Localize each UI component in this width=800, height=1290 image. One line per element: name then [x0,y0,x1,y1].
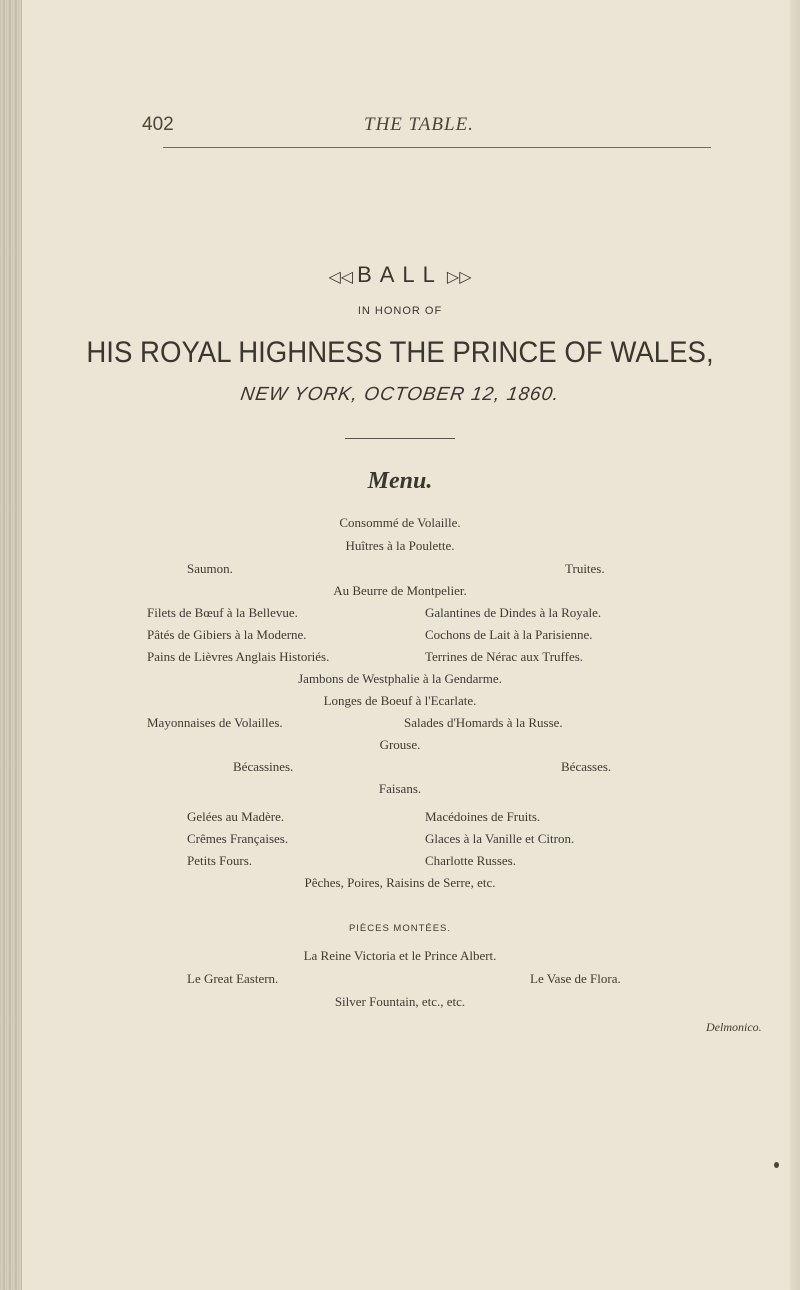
menu-grouse: Grouse. [379,737,421,752]
in-honor-of: IN HONOR OF [357,305,443,317]
menu-saumon: Saumon. [187,561,233,576]
place-date: NEW YORK, OCTOBER 12, 1860. [239,384,561,405]
menu-filets: Filets de Bœuf à la Bellevue. [147,605,298,620]
menu-galantines: Galantines de Dindes à la Royale. [425,605,602,620]
menu-jambons: Jambons de Westphalie à la Gendarme. [298,671,502,686]
book-binding [0,0,22,1290]
separator-rule [345,438,455,439]
menu-glaces: Glaces à la Vanille et Citron. [425,831,575,846]
menu-pains: Pains de Lièvres Anglais Historiés. [147,649,330,664]
menu-longes: Longes de Boeuf à l'Ecarlate. [323,693,477,708]
menu-consomme: Consommé de Volaille. [339,515,461,530]
menu-cochons: Cochons de Lait à la Parisienne. [425,627,593,642]
menu-faisans: Faisans. [378,781,422,796]
right-ornament-icon: ▷▷ [446,269,472,286]
pieces-heading: PIÈCES MONTÉES. [348,923,452,934]
menu-title: Menu. [367,468,433,494]
menu-becassines: Bécassines. [233,759,294,774]
signature: Delmonico. [706,1020,762,1034]
menu-pates: Pâtés de Gibiers à la Moderne. [147,627,307,642]
piece-great-eastern: Le Great Eastern. [187,971,279,986]
menu-mayonnaises: Mayonnaises de Volailles. [147,715,283,730]
running-head: THE TABLE. [364,114,474,135]
menu-macedoines: Macédoines de Fruits. [425,809,541,824]
book-page [22,0,800,1290]
menu-huitres: Huîtres à la Poulette. [345,538,455,553]
menu-peches: Pêches, Poires, Raisins de Serre, etc. [304,875,496,890]
menu-cremes: Crêmes Françaises. [187,831,289,846]
ink-spot [774,1162,779,1168]
menu-salades: Salades d'Homards à la Russe. [404,715,563,730]
header-rule [163,147,711,148]
piece-fountain: Silver Fountain, etc., etc. [334,994,466,1009]
page-edge [790,0,800,1290]
menu-terrines: Terrines de Nérac aux Truffes. [425,649,584,664]
piece-vase: Le Vase de Flora. [530,971,621,986]
menu-becasses: Bécasses. [561,759,612,774]
left-ornament-icon: ◁◁ [328,269,354,286]
ball-heading [0,262,800,288]
piece-reine: La Reine Victoria et le Prince Albert. [303,948,497,963]
page-number: 402 [142,114,174,135]
menu-truites: Truites. [565,561,605,576]
menu-petits-fours: Petits Fours. [187,853,253,868]
menu-charlotte: Charlotte Russes. [425,853,516,868]
menu-gelees: Gelées au Madère. [187,809,285,824]
ball-word: BALL [357,262,443,287]
menu-beurre: Au Beurre de Montpelier. [333,583,467,598]
honoree-title: HIS ROYAL HIGHNESS THE PRINCE OF WALES, [86,336,714,369]
